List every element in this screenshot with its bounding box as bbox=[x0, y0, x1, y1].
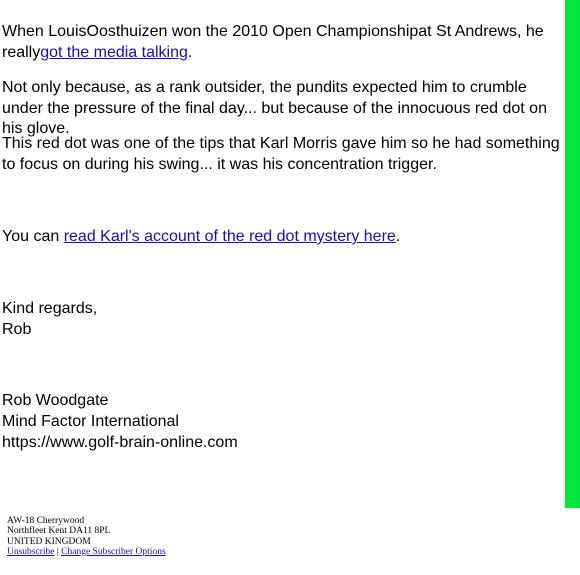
email-footer bbox=[7, 516, 166, 557]
paragraph-punctuation: . bbox=[395, 228, 401, 245]
paragraph-rank-outsider: Not only because, as a rank outsider, the pundits expected him to crumble under the pressure of the final day... but because of the innocuous red dot on his glove. bbox=[2, 79, 547, 137]
signature-name: Rob Woodgate bbox=[2, 392, 109, 409]
paragraph-read-account bbox=[2, 227, 560, 248]
signoff-line: Kind regards, bbox=[2, 300, 98, 317]
green-accent-bar bbox=[565, 0, 580, 508]
signature-company: Mind Factor International bbox=[2, 413, 179, 430]
footer-links bbox=[7, 547, 166, 557]
footer-address-line: Northfleet Kent DA11 8PL bbox=[7, 526, 111, 537]
paragraph-red-dot: This red dot was one of the tips that Karl Morris gave him so he had something to focus on during his swing... it was his concentration trigger. bbox=[2, 135, 560, 173]
unsubscribe-link[interactable]: Unsubscribe bbox=[7, 546, 55, 557]
red-dot-account-link[interactable]: read Karl's account of the red dot mystery here bbox=[63, 228, 396, 245]
signature-website: https://www.golf-brain-online.com bbox=[2, 434, 238, 451]
change-subscriber-options-link[interactable]: Change Subscriber Options bbox=[61, 546, 166, 557]
media-talking-link[interactable]: got the media talking bbox=[40, 43, 188, 61]
paragraph-text: When LouisOosthuizen won the 2010 Open Championshipat St Andrews, he really bbox=[2, 23, 544, 61]
footer-separator: | bbox=[56, 546, 59, 557]
signoff-name: Rob bbox=[2, 321, 32, 338]
paragraph-open-championship bbox=[2, 22, 560, 63]
paragraph-text: You can bbox=[2, 228, 64, 245]
paragraph-punctuation: . bbox=[187, 43, 193, 61]
footer-country: UNITED KINGDOM bbox=[7, 536, 91, 547]
footer-address-line: AW-18 Cherrywood bbox=[7, 516, 85, 526]
